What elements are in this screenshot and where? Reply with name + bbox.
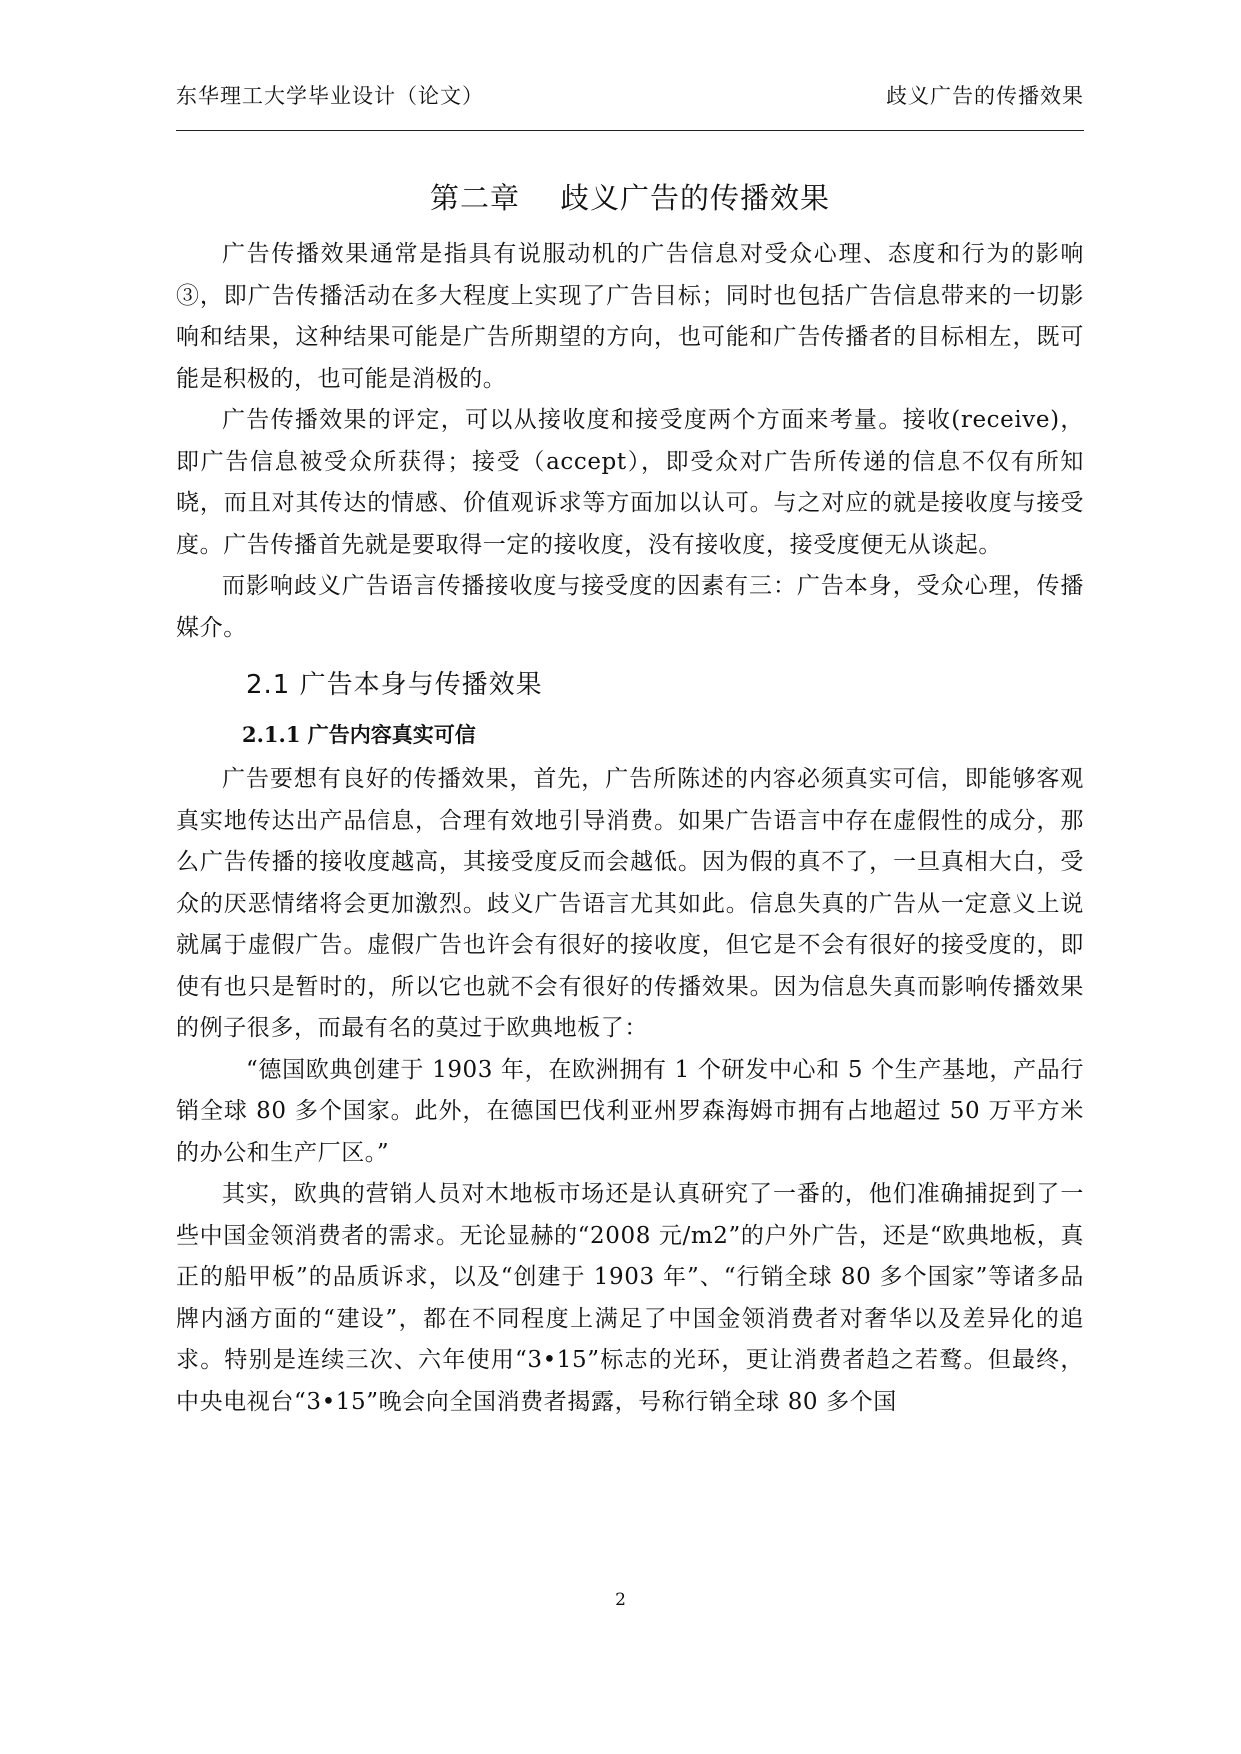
paragraph: 广告传播效果通常是指具有说服动机的广告信息对受众心理、态度和行为的影响③，即广告传播活动在多大程度上实现了广告目标；同时也包括广告信息带来的一切影响和结果，这种结果可能是广告所期望的方向，也可能和广告传播者的目标相左，既可能是积极的，也可能是消极的。 bbox=[176, 241, 1084, 392]
section-heading bbox=[246, 665, 1084, 705]
body-text bbox=[176, 234, 1084, 1423]
subsection-title: 广告内容真实可信 bbox=[307, 722, 476, 747]
subsection-number: 2.1.1 bbox=[242, 722, 301, 747]
chapter-number: 第二章 bbox=[429, 181, 520, 215]
page-number: 2 bbox=[615, 1590, 626, 1610]
section-title: 广告本身与传播效果 bbox=[299, 670, 543, 700]
paragraph: 广告要想有良好的传播效果，首先，广告所陈述的内容必须真实可信，即能够客观真实地传达出产品信息，合理有效地引导消费。如果广告语言中存在虚假性的成分，那么广告传播的接收度越高，其接受度反而会越低。因为假的真不了，一旦真相大白，受众的厌恶情绪将会更加激烈。歧义广告语言尤其如此。信息失真的广告从一定意义上说就属于虚假广告。虚假广告也许会有很好的接收度，但它是不会有很好的接受度的，即使有也只是暂时的，所以它也就不会有很好的传播效果。因为信息失真而影响传播效果的例子很多，而最有名的莫过于欧典地板了： bbox=[176, 766, 1084, 1041]
chapter-heading bbox=[176, 176, 1084, 217]
header-thesis-title: 歧义广告的传播效果 bbox=[886, 84, 1084, 108]
quotation-paragraph: “德国欧典创建于 1903 年，在欧洲拥有 1 个研发中心和 5 个生产基地，产品行销全球 80 多个国家。此外，在德国巴伐利亚州罗森海姆市拥有占地超过 50 万平方米的办公和生产厂区。” bbox=[176, 1056, 1084, 1166]
header-university-title: 东华理工大学毕业设计（论文） bbox=[176, 84, 484, 108]
paragraph: 广告传播效果的评定，可以从接收度和接受度两个方面来考量。接收(receive)，即广告信息被受众所获得；接受（accept），即受众对广告所传递的信息不仅有所知晓，而且对其传达的情感、价值观诉求等方面加以认可。与之对应的就是接收度与接受度。广告传播首先就是要取得一定的接收度，没有接收度，接受度便无从谈起。 bbox=[176, 407, 1084, 558]
header-divider bbox=[176, 130, 1084, 131]
paragraph: 其实，欧典的营销人员对木地板市场还是认真研究了一番的，他们准确捕捉到了一些中国金领消费者的需求。无论显赫的“2008 元/m2”的户外广告，还是“欧典地板，真正的船甲板”的品质诉求，以及“创建于 1903 年”、“行销全球 80 多个国家”等诸多品牌内涵方面的“建设”，都在不同程度上满足了中国金领消费者对奢华以及差异化的追求。特别是连续三次、六年使用“3•15”标志的光环，更让消费者趋之若鹜。但最终，中央电视台“3•15”晚会向全国消费者揭露，号称行销全球 80 多个国 bbox=[176, 1181, 1084, 1415]
section-number: 2.1 bbox=[246, 670, 291, 700]
subsection-heading bbox=[242, 717, 1084, 753]
paragraph: 而影响歧义广告语言传播接收度与接受度的因素有三：广告本身，受众心理，传播媒介。 bbox=[176, 573, 1084, 641]
chapter-title: 歧义广告的传播效果 bbox=[560, 181, 831, 215]
running-header bbox=[176, 80, 1084, 130]
